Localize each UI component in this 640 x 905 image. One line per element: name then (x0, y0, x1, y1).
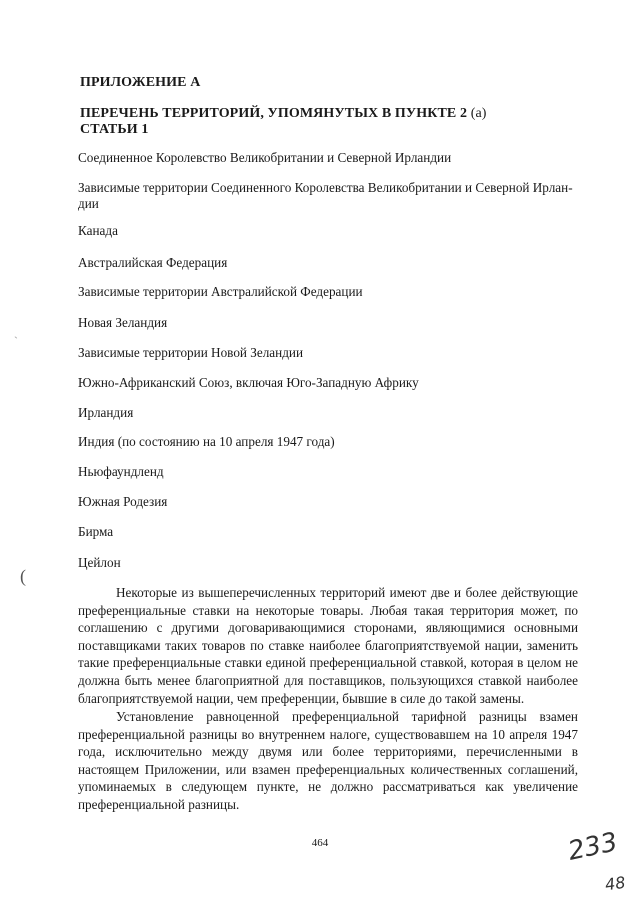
list-item: Индия (по состоянию на 10 апреля 1947 года) (78, 434, 335, 449)
list-item: Цейлон (78, 555, 121, 570)
list-item: Южная Родезия (78, 494, 168, 509)
margin-mark: ˎ (14, 325, 18, 339)
list-item: Новая Зеландия (78, 315, 168, 330)
list-item: Южно-Африканский Союз, включая Юго-Западную Африку (78, 375, 419, 390)
paragraph-2: Установление равноценной преференциальной тарифной разницы взамен преференциальной разницы во внутреннем налоге, существовавшем на 10 апреля 1947 года, исключительно между двумя или более территориями, перечисленными в настоящем Приложении, или взамен преференциальных количественных соглашений, упоминаемых в следующем пункте, не должно рассматриваться как увеличение преференциальной разницы. (78, 709, 578, 812)
list-title (80, 106, 487, 122)
list-item: Зависимые территории Соединенного Королевства Великобритании и Северной Ирлан-дии (78, 180, 573, 211)
handwritten-number: 48 (603, 872, 627, 895)
list-item: Австралийская Федерация (78, 255, 228, 270)
list-item: Бирма (78, 524, 114, 539)
list-title-line2: СТАТЬИ 1 (80, 122, 149, 137)
list-item: Соединенное Королевство Великобритании и Северной Ирландии (78, 150, 452, 165)
page-number: 464 (311, 837, 329, 849)
list-title-ref: (а) (470, 106, 487, 121)
handwritten-number: 233 (565, 827, 621, 867)
paragraph-1: Некоторые из вышеперечисленных территорий имеют две и более действующие преференциальные ставки на некоторые товары. Любая такая территория может, по соглашению с другими договаривающимися сторонами, являющимися основными поставщиками таких товаров по ставке наиболее благоприятствуемой нации, заменить такие преференциальные ставки единой преференциальной ставкой, которая в целом не должна быть менее благоприятной для поставщиков, пользующихся ставкой наиболее благоприятствуемой нации, чем преференции, бывшие в силе до такой замены. (78, 585, 578, 706)
list-item: Ирландия (78, 405, 134, 420)
margin-bracket: ( (20, 566, 26, 586)
list-title-line1: ПЕРЕЧЕНЬ ТЕРРИТОРИЙ, УПОМЯНУТЫХ В ПУНКТЕ 2 (80, 106, 468, 121)
list-item: Зависимые территории Австралийской Федерации (78, 284, 363, 299)
list-item: Канада (78, 223, 118, 238)
list-item: Зависимые территории Новой Зеландии (78, 345, 304, 360)
list-item: Ньюфаундленд (78, 464, 164, 479)
appendix-title: ПРИЛОЖЕНИЕ А (80, 75, 201, 90)
